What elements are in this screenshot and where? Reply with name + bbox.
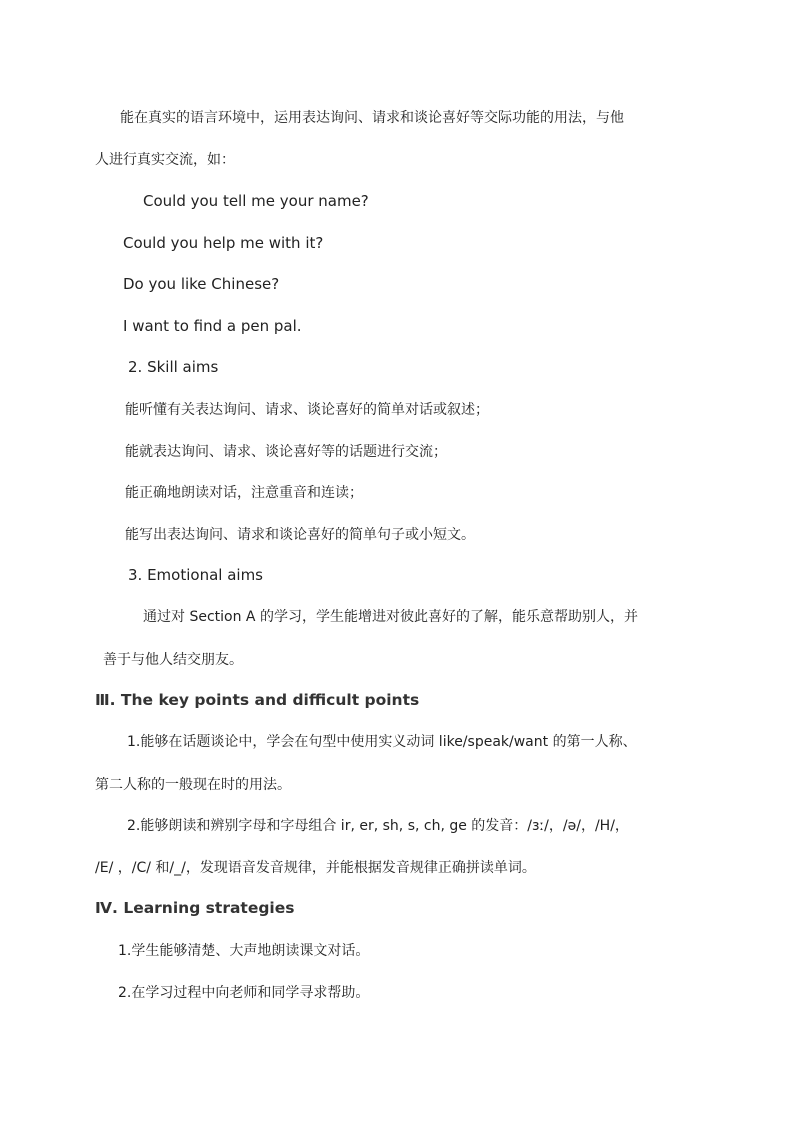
skill-item: 能正确地朗读对话，注意重音和连读； <box>125 485 363 501</box>
paragraph-line: 人进行真实交流，如： <box>95 152 235 168</box>
strategy-item: 2.在学习过程中向老师和同学寻求帮助。 <box>118 985 370 1001</box>
section-heading-key-points: Ⅲ. The key points and difficult points <box>95 691 420 709</box>
skill-item: 能听懂有关表达询问、请求、谈论喜好的简单对话或叙述； <box>125 402 489 418</box>
paragraph-line: 能在真实的语言环境中，运用表达询问、请求和谈论喜好等交际功能的用法，与他 <box>120 110 624 126</box>
key-point-line: /E/ ，/C/ 和/_/，发现语音发音规律，并能根据发音规律正确拼读单词。 <box>95 860 536 876</box>
skill-aims-heading: 2. Skill aims <box>128 358 219 376</box>
strategy-item: 1.学生能够清楚、大声地朗读课文对话。 <box>118 943 370 959</box>
key-point-line: 1.能够在话题谈论中，学会在句型中使用实义动词 like/speak/want 的第一人称、 <box>127 734 637 750</box>
example-sentence: Could you help me with it? <box>123 234 324 252</box>
skill-item: 能就表达询问、请求、谈论喜好等的话题进行交流； <box>125 444 447 460</box>
section-heading-learning-strategies: Ⅳ. Learning strategies <box>95 899 295 917</box>
key-point-line: 第二人称的一般现在时的用法。 <box>95 777 291 793</box>
example-sentence: Could you tell me your name? <box>143 192 369 210</box>
paragraph-line: 通过对 Section A 的学习，学生能增进对彼此喜好的了解，能乐意帮助别人，并 <box>143 609 638 625</box>
example-sentence: I want to find a pen pal. <box>123 317 302 335</box>
paragraph-line: 善于与他人结交朋友。 <box>103 652 243 668</box>
example-sentence: Do you like Chinese? <box>123 275 280 293</box>
emotional-aims-heading: 3. Emotional aims <box>128 566 263 584</box>
key-point-line: 2.能够朗读和辨别字母和字母组合 ir, er, sh, s, ch, ge 的发音：/ɜː/，/ə/，/H/， <box>127 818 629 834</box>
skill-item: 能写出表达询问、请求和谈论喜好的简单句子或小短文。 <box>125 527 475 543</box>
